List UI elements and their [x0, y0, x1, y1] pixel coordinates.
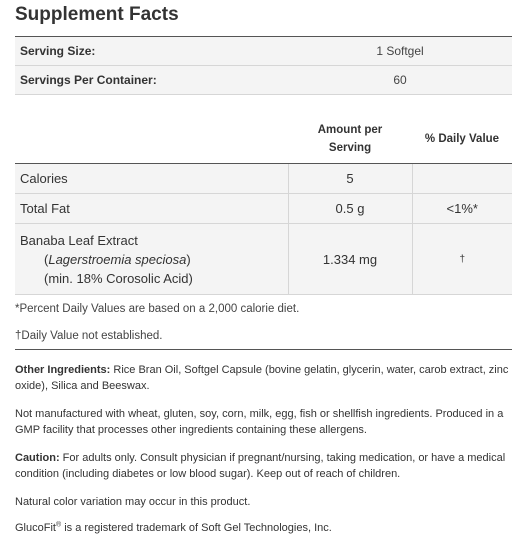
nutrient-amount: 5: [288, 164, 412, 194]
allergen-statement: Not manufactured with wheat, gluten, soy, corn, milk, egg, fish or shellfish ingredients. Produced in a GMP facility that processes other ingredients containing these allergens.: [15, 408, 504, 436]
nutrient-latin-name: (Lagerstroemia speciosa): [44, 251, 191, 267]
nutrient-name: Banaba Leaf Extract: [20, 232, 138, 248]
nutrient-name: Calories: [15, 164, 288, 194]
serving-size-label: Serving Size:: [15, 37, 288, 66]
spacer-row: [15, 95, 512, 116]
servings-per-container-label: Servings Per Container:: [15, 66, 288, 95]
caution-statement: Caution: For adults only. Consult physician if pregnant/nursing, taking medication, or have a medical condition (including diabetes or low blood sugar). Keep out of reach of children.: [15, 452, 506, 480]
servings-per-container-row: [15, 66, 512, 95]
nutrient-standardization: (min. 18% Corosolic Acid): [44, 270, 193, 286]
nutrient-row-total-fat: [15, 194, 512, 224]
nutrient-dv: <1%*: [412, 194, 512, 224]
color-variation-note: Natural color variation may occur in this product.: [15, 496, 251, 508]
nutrient-name: Total Fat: [15, 194, 288, 224]
nutrient-row-banaba: [15, 224, 512, 295]
nutrient-name-cell: [15, 224, 288, 295]
daily-value-header: % Daily Value: [412, 115, 512, 164]
serving-size-value: 1 Softgel: [288, 37, 512, 66]
amount-header-line2: Serving: [328, 142, 372, 154]
supplement-facts-table: [15, 36, 512, 350]
nutrient-row-calories: [15, 164, 512, 194]
other-ingredients: Other Ingredients: Rice Bran Oil, Softgel Capsule (bovine gelatin, glycerin, water, carob extract, zinc oxide), Silica and Beeswax.: [15, 364, 509, 392]
nutrient-dv: †: [412, 224, 512, 295]
footnote-dagger: †Daily Value not established.: [15, 322, 512, 350]
amount-header-line1: Amount per: [317, 124, 383, 136]
serving-size-row: [15, 37, 512, 66]
nutrient-dv: [412, 164, 512, 194]
footnote-percent-row: [15, 295, 512, 323]
footnote-percent: *Percent Daily Values are based on a 2,000 calorie diet.: [15, 295, 512, 323]
footnote-dagger-row: [15, 322, 512, 350]
trademark-note: GlucoFit® is a registered trademark of Soft Gel Technologies, Inc.: [15, 521, 332, 534]
nutrient-amount: 0.5 g: [288, 194, 412, 224]
page-title: Supplement Facts: [15, 4, 179, 25]
amount-per-serving-header: [288, 115, 412, 164]
column-header-row: [15, 115, 512, 164]
nutrient-amount: 1.334 mg: [288, 224, 412, 295]
servings-per-container-value: 60: [288, 66, 512, 95]
